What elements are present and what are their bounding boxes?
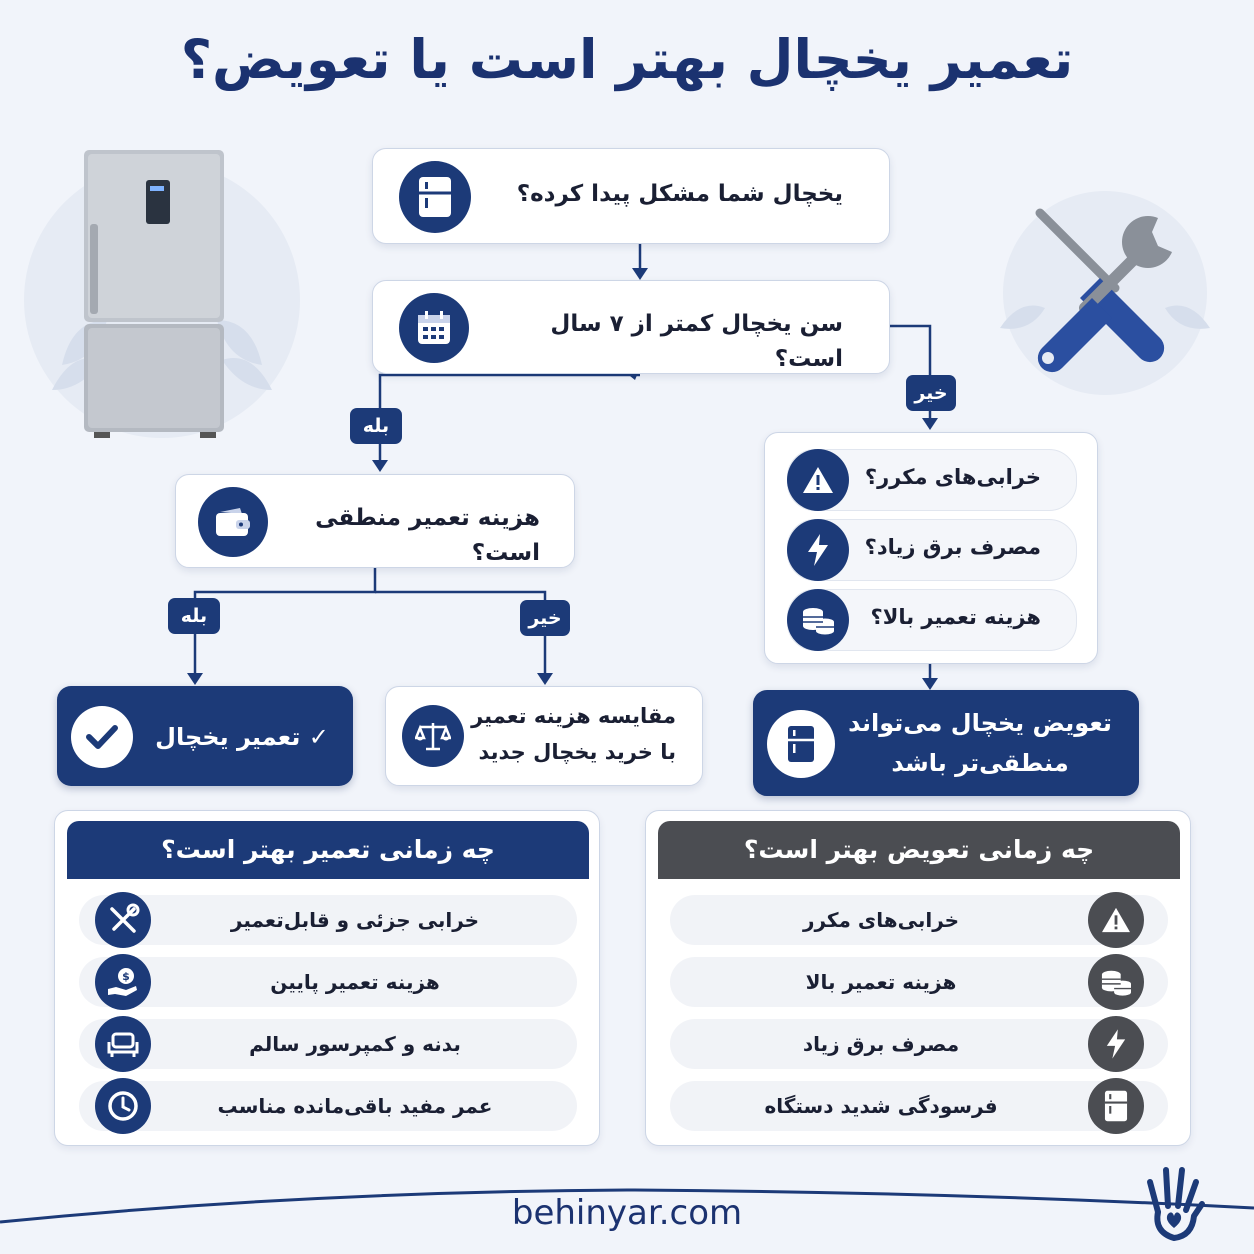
result-text: منطقی‌تر باشد xyxy=(891,749,1069,777)
fridge-icon xyxy=(767,710,835,778)
result-text: ✓ تعمیر یخچال xyxy=(155,723,329,751)
check-text: هزینه تعمیر بالا؟ xyxy=(870,605,1041,629)
result-compare xyxy=(385,686,703,786)
list-item-text: هزینه تعمیر بالا xyxy=(805,970,957,994)
svg-text:$: $ xyxy=(122,970,130,983)
scale-icon xyxy=(402,705,464,767)
list-item-text: بدنه و کمپرسور سالم xyxy=(249,1032,461,1056)
tools-illustration xyxy=(980,188,1230,398)
warning-icon xyxy=(1088,892,1144,948)
result-text: با خرید یخچال جدید xyxy=(478,740,676,764)
tag-no: خیر xyxy=(906,375,956,411)
warning-icon xyxy=(787,449,849,511)
result-replace xyxy=(753,690,1139,796)
question-fridge-problem xyxy=(372,148,890,244)
fridge-illustration xyxy=(22,140,302,450)
question-fridge-age xyxy=(372,280,890,374)
calendar-icon xyxy=(399,293,469,363)
footer-website[interactable]: behinyar.com xyxy=(511,1193,743,1233)
result-repair xyxy=(57,686,353,786)
lightning-icon xyxy=(1088,1016,1144,1072)
tag-no: خیر xyxy=(520,600,570,636)
list-item-text: عمر مفید باقی‌مانده مناسب xyxy=(217,1094,493,1118)
page-title: تعمیر یخچال بهتر است یا تعویض؟ xyxy=(180,28,1074,91)
question-repair-cost xyxy=(175,474,575,568)
question-text: سن یخچال کمتر از ۷ سال است؟ xyxy=(550,311,843,372)
result-text: تعویض یخچال می‌تواند xyxy=(848,709,1112,737)
fridge-icon xyxy=(1088,1078,1144,1134)
list-item-text: هزینه تعمیر پایین xyxy=(270,970,440,994)
replace-panel-heading: چه زمانی تعویض بهتر است؟ xyxy=(658,821,1180,879)
coins-icon xyxy=(787,589,849,651)
result-text: مقایسه هزینه تعمیر xyxy=(471,704,676,728)
question-text: یخچال شما مشکل پیدا کرده؟ xyxy=(516,181,843,207)
tag-yes: بله xyxy=(350,408,402,444)
list-item-text: مصرف برق زیاد xyxy=(802,1032,960,1056)
list-item-text: خرابی‌های مکرر xyxy=(802,908,960,932)
fridge-icon xyxy=(399,161,471,233)
replacement-checks xyxy=(764,432,1098,664)
coins-icon xyxy=(1088,954,1144,1010)
tools-icon xyxy=(95,892,151,948)
wallet-icon xyxy=(198,487,268,557)
lightning-icon xyxy=(787,519,849,581)
question-text: هزینه تعمیر منطقی است؟ xyxy=(315,505,540,566)
money-hand-icon xyxy=(95,954,151,1010)
repair-panel xyxy=(54,810,600,1146)
check-text: مصرف برق زیاد؟ xyxy=(864,535,1041,559)
check-text: خرابی‌های مکرر؟ xyxy=(864,465,1041,489)
clock-icon xyxy=(95,1078,151,1134)
tag-yes: بله xyxy=(168,598,220,634)
checkmark-icon xyxy=(71,706,133,768)
repair-panel-heading: چه زمانی تعمیر بهتر است؟ xyxy=(67,821,589,879)
replace-panel xyxy=(645,810,1191,1146)
list-item-text: فرسودگی شدید دستگاه xyxy=(764,1094,998,1118)
list-item-text: خرابی جزئی و قابل‌تعمیر xyxy=(230,908,480,932)
sofa-icon xyxy=(95,1016,151,1072)
